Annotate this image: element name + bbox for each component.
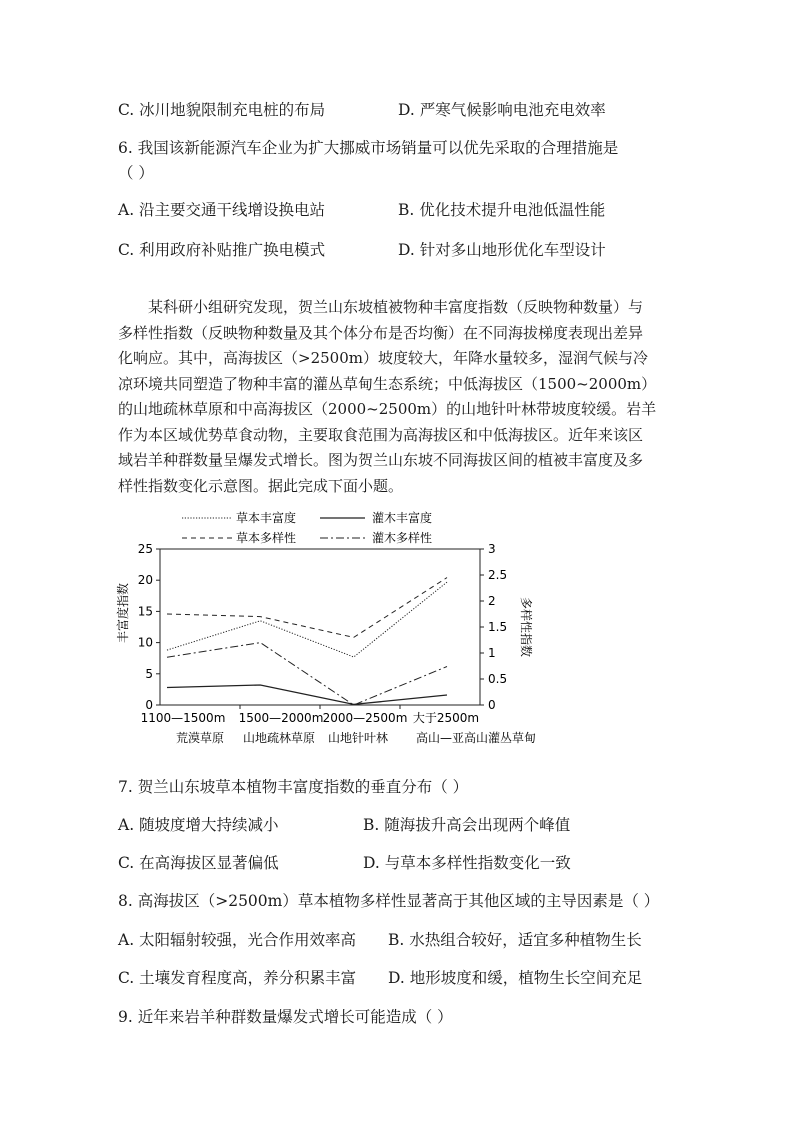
q7-option-a: A. 随坡度增大持续减小 <box>118 816 279 834</box>
passage-line: 域岩羊种群数量呈爆发式增长。图为贺兰山东坡不同海拔区间的植被丰富度及多 <box>118 451 644 469</box>
left-tick-label: 10 <box>137 635 153 650</box>
legend-label-herb-richness: 草本丰富度 <box>236 511 297 525</box>
passage-line: 的山地疏林草原和中高海拔区（2000~2500m）的山地针叶林带坡度较缓。岩羊 <box>118 400 657 418</box>
q8-option-d: D. 地形坡度和缓，植物生长空间充足 <box>388 969 643 987</box>
q8-option-a: A. 太阳辐射较强，光合作用效率高 <box>118 931 357 949</box>
left-tick-label: 25 <box>137 542 153 556</box>
q5-option-d: D. 严寒气候影响电池充电效率 <box>398 101 606 119</box>
passage-line: 作为本区域优势草食动物，主要取食范围为高海拔区和中低海拔区。近年来该区 <box>118 425 644 444</box>
right-tick-label: 2.5 <box>488 568 508 582</box>
series-line-草本多样性 <box>167 578 447 638</box>
q6-answer-blank: （ ） <box>118 164 154 182</box>
q6-option-a: A. 沿主要交通干线增设换电站 <box>118 201 326 219</box>
vegetation-chart <box>110 505 560 750</box>
right-tick-label: 0 <box>488 698 496 712</box>
passage-line: 化响应。其中，高海拔区（>2500m）坡度较大，年降水量较多，湿润气候与冷 <box>118 349 648 367</box>
right-tick-label: 0.5 <box>488 672 508 686</box>
x-category-sublabel: 山地针叶林 <box>327 731 389 745</box>
x-category-label: 1500—2000m <box>238 711 324 725</box>
q6-option-d: D. 针对多山地形优化车型设计 <box>398 241 606 259</box>
passage <box>118 295 686 499</box>
x-category-label: 1100—1500m <box>140 711 226 725</box>
x-category-label: 大于2500m <box>412 711 480 725</box>
q6-option-b: B. 优化技术提升电池低温性能 <box>398 201 606 219</box>
series-line-草本丰富度 <box>167 582 447 657</box>
q9-stem: 9. 近年来岩羊种群数量爆发式增长可能造成（ ） <box>118 1008 453 1026</box>
left-axis-title: 丰富度指数 <box>116 582 130 644</box>
q6-option-c: C. 利用政府补贴推广换电模式 <box>118 241 326 259</box>
passage-line: 凉环境共同塑造了物种丰富的灌丛草甸生态系统；中低海拔区（1500~2000m） <box>118 374 657 393</box>
q7-option-b: B. 随海拔升高会出现两个峰值 <box>363 816 571 834</box>
legend-label-shrub-diversity: 灌木多样性 <box>372 531 433 545</box>
q6-stem: 6. 我国该新能源汽车企业为扩大挪威市场销量可以优先采取的合理措施是 <box>118 139 619 157</box>
q8-option-b: B. 水热组合较好，适宜多种植物生长 <box>388 931 642 949</box>
right-tick-label: 2 <box>488 594 496 608</box>
legend-label-herb-diversity: 草本多样性 <box>236 531 297 545</box>
q7-option-d: D. 与草本多样性指数变化一致 <box>363 854 571 872</box>
q7-stem: 7. 贺兰山东坡草本植物丰富度指数的垂直分布（ ） <box>118 778 469 796</box>
right-tick-label: 3 <box>488 542 496 556</box>
series-line-灌木丰富度 <box>167 685 447 704</box>
q5-option-c: C. 冰川地貌限制充电桩的布局 <box>118 101 326 119</box>
plot-frame <box>160 549 480 705</box>
right-tick-label: 1 <box>488 646 496 660</box>
chart-legend <box>182 510 432 545</box>
left-tick-label: 5 <box>145 666 153 681</box>
series-line-灌木多样性 <box>167 643 447 705</box>
passage-line: 某科研小组研究发现，贺兰山东坡植被物种丰富度指数（反映物种数量）与 <box>148 298 644 316</box>
q8-option-c: C. 土壤发育程度高，养分积累丰富 <box>118 969 357 987</box>
passage-line: 多样性指数（反映物种数量及其个体分布是否均衡）在不同海拔梯度表现出差异 <box>118 323 644 342</box>
left-tick-label: 15 <box>137 604 153 619</box>
left-tick-label: 20 <box>137 573 153 588</box>
q7-option-c: C. 在高海拔区显著偏低 <box>118 854 279 872</box>
x-category-sublabel: 山地疏林草原 <box>242 731 316 745</box>
right-tick-label: 1.5 <box>488 620 508 634</box>
legend-label-shrub-richness: 灌木丰富度 <box>372 511 433 525</box>
passage-line: 样性指数变化示意图。据此完成下面小题。 <box>118 476 404 495</box>
x-category-sublabel: 荒漠草原 <box>175 731 225 745</box>
left-tick-label: 0 <box>145 698 153 712</box>
x-category-sublabel: 高山—亚高山灌丛草甸 <box>415 731 537 745</box>
q8-stem: 8. 高海拔区（>2500m）草本植物多样性显著高于其他区域的主导因素是（ ） <box>118 892 660 910</box>
x-category-label: 2000—2500m <box>322 711 408 725</box>
right-axis-title: 多样性指数 <box>519 596 533 658</box>
